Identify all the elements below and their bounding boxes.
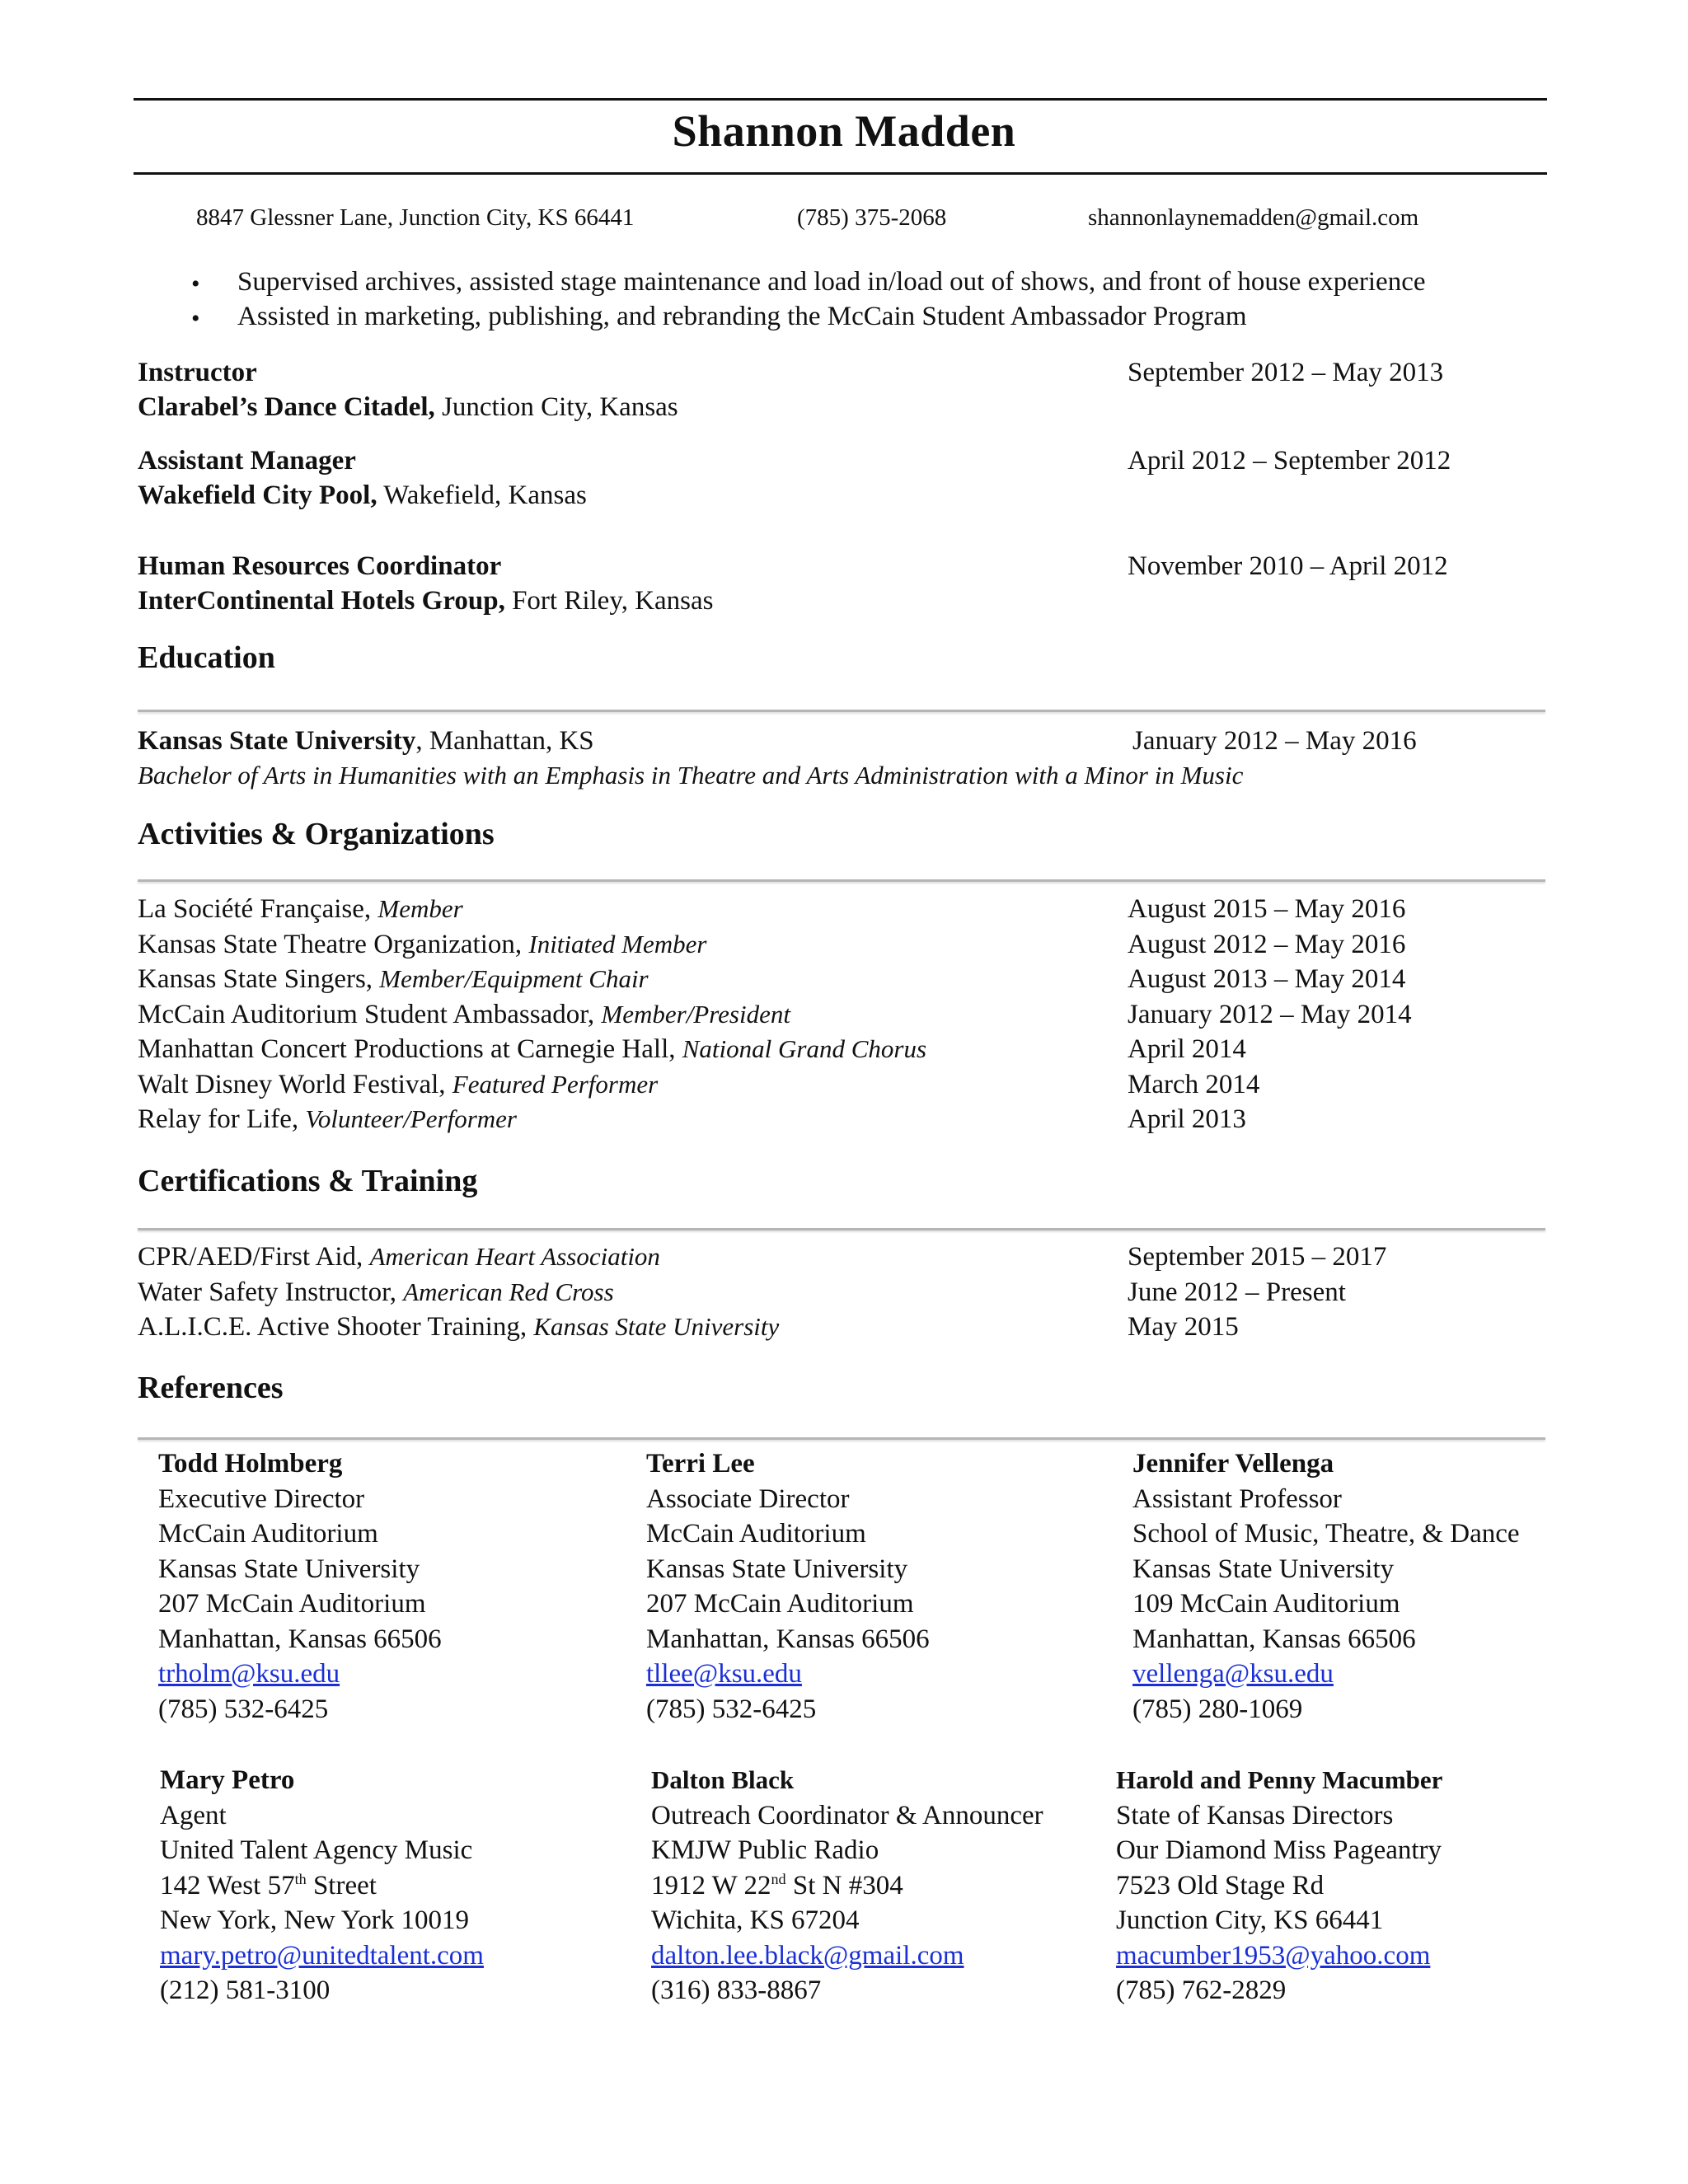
reference-line: Kansas State University — [1132, 1554, 1395, 1584]
activity-item — [138, 1104, 517, 1135]
activity-role: Initiated Member — [528, 929, 707, 958]
education-dates: January 2012 – May 2016 — [1132, 726, 1417, 756]
activity-dates: April 2013 — [1128, 1104, 1246, 1134]
employer-name: Clarabel’s Dance Citadel, — [138, 392, 435, 422]
reference-line: United Talent Agency Music — [160, 1835, 473, 1865]
employer-name: InterContinental Hotels Group, — [138, 586, 505, 616]
street-ordinal: nd — [771, 1870, 786, 1887]
activity-dates: August 2012 – May 2016 — [1128, 929, 1406, 959]
title-rule — [134, 172, 1547, 175]
reference-phone: (785) 762-2829 — [1116, 1975, 1287, 2005]
reference-email-link[interactable]: macumber1953@yahoo.com — [1116, 1940, 1431, 1971]
reference-card — [158, 1446, 442, 1727]
reference-city: New York, New York 10019 — [160, 1905, 469, 1935]
reference-card — [160, 1763, 484, 2008]
reference-line: McCain Auditorium — [158, 1519, 378, 1549]
reference-line: Manhattan, Kansas 66506 — [646, 1624, 930, 1654]
section-divider — [138, 879, 1545, 882]
reference-line: McCain Auditorium — [646, 1519, 866, 1549]
reference-phone: (785) 532-6425 — [646, 1694, 817, 1724]
street-name: Street — [306, 1870, 377, 1900]
employer-name: Wakefield City Pool, — [138, 480, 377, 510]
activity-role: Member/Equipment Chair — [379, 964, 649, 993]
contact-address: 8847 Glessner Lane, Junction City, KS 66441 — [196, 204, 635, 231]
activity-role: Member — [377, 894, 463, 923]
reference-line: Kansas State University — [158, 1554, 420, 1584]
activity-item — [138, 1000, 790, 1030]
reference-street — [160, 1868, 484, 1904]
job-title: Assistant Manager — [138, 446, 356, 476]
activity-item — [138, 964, 649, 995]
activity-dates: March 2014 — [1128, 1069, 1260, 1099]
activity-name: Walt Disney World Festival, — [138, 1069, 452, 1099]
reference-city: Wichita, KS 67204 — [651, 1905, 860, 1935]
activity-dates: August 2015 – May 2016 — [1128, 894, 1406, 924]
reference-name: Dalton Black — [651, 1765, 795, 1794]
activity-role: Volunteer/Performer — [305, 1104, 517, 1133]
section-heading-education: Education — [138, 640, 275, 675]
top-rule — [134, 98, 1547, 101]
reference-line: Kansas State University — [646, 1554, 908, 1584]
reference-line: Executive Director — [158, 1483, 365, 1514]
reference-phone: (785) 280-1069 — [1132, 1694, 1303, 1724]
reference-line: Outreach Coordinator & Announcer — [651, 1800, 1043, 1830]
reference-name: Harold and Penny Macumber — [1116, 1765, 1443, 1794]
reference-line: KMJW Public Radio — [651, 1835, 879, 1865]
activity-role: Featured Performer — [452, 1069, 659, 1099]
reference-line: Junction City, KS 66441 — [1116, 1905, 1384, 1935]
certification-name: A.L.I.C.E. Active Shooter Training, — [138, 1312, 534, 1342]
reference-email-link[interactable]: tllee@ksu.edu — [646, 1659, 802, 1689]
reference-email-link[interactable]: dalton.lee.black@gmail.com — [651, 1940, 964, 1971]
bullet-dot: • — [191, 270, 200, 298]
activity-name: Kansas State Theatre Organization, — [138, 929, 529, 959]
reference-name: Todd Holmberg — [158, 1449, 343, 1479]
reference-name: Jennifer Vellenga — [1132, 1449, 1334, 1479]
page-title: Shannon Madden — [672, 106, 1016, 156]
reference-street — [651, 1868, 1043, 1904]
reference-card — [1132, 1446, 1520, 1727]
reference-line: 7523 Old Stage Rd — [1116, 1870, 1325, 1900]
section-divider — [138, 1437, 1545, 1440]
section-heading-certifications: Certifications & Training — [138, 1164, 478, 1198]
activity-role: National Grand Chorus — [682, 1034, 927, 1063]
job-employer — [138, 586, 714, 616]
reference-line: 109 McCain Auditorium — [1132, 1589, 1400, 1619]
certification-item — [138, 1242, 660, 1272]
activity-item — [138, 1070, 658, 1100]
job-employer — [138, 392, 678, 423]
activity-name: Relay for Life, — [138, 1104, 306, 1134]
activity-role: Member/President — [601, 999, 790, 1029]
street-number: 1912 W 22 — [651, 1870, 771, 1900]
certification-item — [138, 1312, 779, 1343]
reference-line: Manhattan, Kansas 66506 — [1132, 1624, 1416, 1654]
reference-line: State of Kansas Directors — [1116, 1800, 1394, 1830]
reference-card — [646, 1446, 930, 1727]
certification-name: Water Safety Instructor, — [138, 1277, 404, 1307]
activity-name: McCain Auditorium Student Ambassador, — [138, 999, 602, 1029]
school-location: , Manhattan, KS — [415, 726, 594, 756]
section-divider — [138, 1228, 1545, 1230]
street-ordinal: th — [294, 1870, 307, 1887]
job-dates: September 2012 – May 2013 — [1128, 358, 1444, 387]
reference-line: Agent — [160, 1800, 227, 1830]
section-divider — [138, 710, 1545, 712]
activity-dates: January 2012 – May 2014 — [1128, 999, 1412, 1029]
certification-dates: September 2015 – 2017 — [1128, 1242, 1387, 1272]
activity-item — [138, 930, 706, 960]
activity-dates: April 2014 — [1128, 1034, 1246, 1064]
reference-email-link[interactable]: trholm@ksu.edu — [158, 1659, 340, 1689]
certification-item — [138, 1277, 614, 1308]
certification-dates: May 2015 — [1128, 1312, 1239, 1342]
reference-line: School of Music, Theatre, & Dance — [1132, 1519, 1520, 1549]
contact-email: shannonlaynemadden@gmail.com — [1088, 204, 1419, 231]
bullet-item: Assisted in marketing, publishing, and rebranding the McCain Student Ambassador Program — [237, 302, 1247, 331]
job-employer — [138, 480, 587, 511]
contact-phone: (785) 375-2068 — [797, 204, 947, 231]
job-dates: April 2012 – September 2012 — [1128, 446, 1451, 476]
employer-location: Fort Riley, Kansas — [504, 586, 714, 616]
employer-location: Wakefield, Kansas — [377, 480, 587, 510]
employer-location: Junction City, Kansas — [434, 392, 678, 422]
certification-org: Kansas State University — [533, 1312, 780, 1341]
school-name: Kansas State University — [138, 726, 416, 756]
job-dates: November 2010 – April 2012 — [1128, 551, 1448, 581]
certification-org: American Red Cross — [403, 1277, 614, 1306]
street-number: 142 West 57 — [160, 1870, 295, 1900]
reference-line: Assistant Professor — [1132, 1483, 1342, 1514]
street-name: St N #304 — [785, 1870, 903, 1900]
activity-item — [138, 894, 463, 925]
certification-org: American Heart Association — [369, 1242, 660, 1271]
activity-name: Kansas State Singers, — [138, 964, 380, 994]
certification-dates: June 2012 – Present — [1128, 1277, 1346, 1307]
activity-name: La Société Française, — [138, 894, 378, 924]
job-title: Human Resources Coordinator — [138, 551, 502, 581]
reference-line: 207 McCain Auditorium — [646, 1589, 914, 1619]
bullet-item: Supervised archives, assisted stage maintenance and load in/load out of shows, and front of house experience — [237, 267, 1426, 297]
reference-line: Associate Director — [646, 1483, 850, 1514]
reference-line: Manhattan, Kansas 66506 — [158, 1624, 442, 1654]
reference-card — [1116, 1763, 1442, 2008]
reference-card — [651, 1763, 1043, 2008]
activity-dates: August 2013 – May 2014 — [1128, 964, 1406, 994]
education-degree: Bachelor of Arts in Humanities with an Emphasis in Theatre and Arts Administration with a Minor in Music — [138, 761, 1244, 790]
activity-item — [138, 1034, 926, 1065]
reference-phone: (212) 581-3100 — [160, 1975, 331, 2005]
reference-phone: (785) 532-6425 — [158, 1694, 329, 1724]
reference-line: Our Diamond Miss Pageantry — [1116, 1835, 1442, 1865]
reference-phone: (316) 833-8867 — [651, 1975, 822, 2005]
bullet-dot: • — [191, 305, 200, 332]
reference-name: Terri Lee — [646, 1449, 755, 1479]
certification-name: CPR/AED/First Aid, — [138, 1242, 370, 1272]
reference-email-link[interactable]: mary.petro@unitedtalent.com — [160, 1940, 484, 1971]
reference-email-link[interactable]: vellenga@ksu.edu — [1132, 1659, 1334, 1689]
job-title: Instructor — [138, 358, 257, 387]
activity-name: Manhattan Concert Productions at Carnegie Hall, — [138, 1034, 682, 1064]
education-school — [138, 726, 594, 757]
reference-line: 207 McCain Auditorium — [158, 1589, 426, 1619]
reference-name: Mary Petro — [160, 1765, 295, 1795]
section-heading-references: References — [138, 1371, 284, 1405]
section-heading-activities: Activities & Organizations — [138, 817, 495, 851]
